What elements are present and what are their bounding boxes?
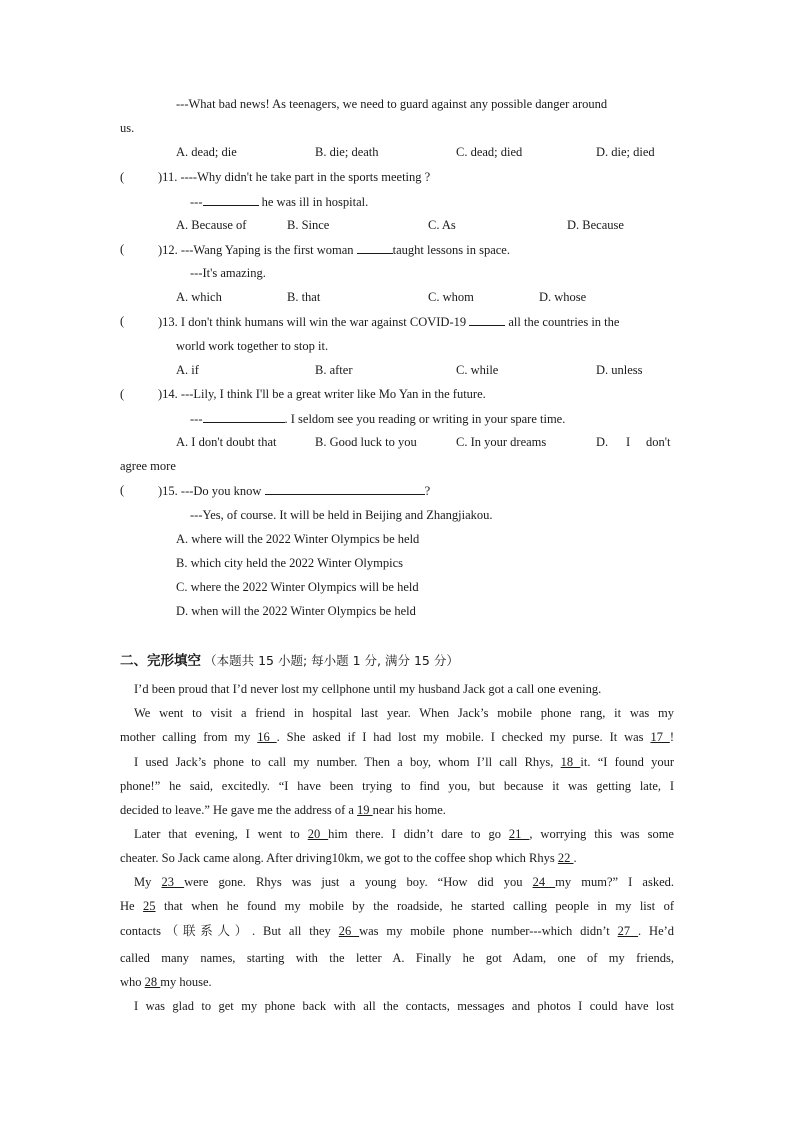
passage-line-3: mother calling from my 16 . She asked if I had lost my mobile. I checked my purse. It was 17 !: [120, 730, 674, 744]
blank-26[interactable]: 26: [338, 924, 360, 938]
q10-option-d: D. die; died: [596, 145, 655, 159]
blank-19[interactable]: 19: [357, 803, 373, 817]
blank-17[interactable]: 17: [650, 730, 670, 744]
passage-line-5: phone!” he said, excitedly. “I have been trying to find you, but because it was getting late, I: [120, 779, 674, 793]
blank-27[interactable]: 27: [617, 924, 639, 938]
q14-option-c: C. In your dreams: [456, 435, 547, 449]
q10-option-b: B. die; death: [315, 145, 379, 159]
blank-25[interactable]: 25: [143, 899, 156, 913]
passage-line-8: cheater. So Jack came along. After driving10km, we got to the coffee shop which Rhys 22 .: [120, 851, 577, 865]
q10-option-a: A. dead; die: [176, 145, 237, 159]
q15-option-a: A. where will the 2022 Winter Olympics be held: [176, 532, 420, 546]
q11-answer-paren[interactable]: (: [120, 170, 125, 184]
q10-dialog-cont: us.: [120, 121, 135, 135]
q15-reply: ---Yes, of course. It will be held in Beijing and Zhangjiakou.: [190, 508, 493, 522]
q13-option-c: C. while: [456, 363, 499, 377]
passage-line-10: He 25 that when he found my mobile by the roadside, he started calling people in my list of: [120, 899, 674, 913]
q12-answer-paren[interactable]: (: [120, 242, 125, 256]
q11-reply: --- he was ill in hospital.: [190, 195, 369, 209]
q13-option-d: D. unless: [596, 363, 643, 377]
passage-line-12: called many names, starting with the letter A. Finally he got Adam, one of my friends,: [120, 951, 674, 965]
q14-option-d-label: D.: [596, 435, 609, 449]
q12-reply: ---It's amazing.: [190, 266, 266, 280]
section-heading: [120, 653, 459, 669]
blank-22[interactable]: 22: [557, 851, 574, 865]
q14-blank[interactable]: [203, 410, 285, 423]
q14-option-d-word1: I: [626, 435, 631, 449]
passage-line-2: We went to visit a friend in hospital last year. When Jack’s mobile phone rang, it was my: [134, 706, 674, 720]
passage-line-13: who 28 my house.: [120, 975, 212, 989]
blank-28[interactable]: 28: [144, 975, 161, 989]
passage-line-7: Later that evening, I went to 20 him there. I didn’t dare to go 21 , worrying this was some: [134, 827, 674, 841]
blank-18[interactable]: 18: [560, 755, 581, 769]
blank-16[interactable]: 16: [257, 730, 277, 744]
passage-line-11: contacts（联系人）. But all they 26 was my mobile phone number---which didn’t 27 . He’d: [120, 924, 675, 938]
q13-option-b: B. after: [315, 363, 353, 377]
q15-stem: )15. ---Do you know ?: [158, 484, 431, 498]
q14-answer-paren[interactable]: (: [120, 387, 125, 401]
q12-option-a: A. which: [176, 290, 222, 304]
q15-blank[interactable]: [265, 482, 425, 495]
q13-stem: )13. I don't think humans will win the war against COVID-19 all the countries in the: [158, 315, 620, 329]
passage-line-4: I used Jack’s phone to call my number. Then a boy, whom I’ll call Rhys, 18 it. “I found your: [134, 755, 674, 769]
q11-blank[interactable]: [203, 193, 259, 206]
q11-stem: )11. ----Why didn't he take part in the sports meeting ?: [158, 170, 431, 184]
passage-line-1: I’d been proud that I’d never lost my cellphone until my husband Jack got a call one evening.: [134, 682, 602, 696]
q12-stem: )12. ---Wang Yaping is the first woman taught lessons in space.: [158, 243, 510, 257]
q12-option-c: C. whom: [428, 290, 474, 304]
q12-blank[interactable]: [357, 241, 393, 254]
blank-20[interactable]: 20: [307, 827, 329, 841]
q10-option-c: C. dead; died: [456, 145, 523, 159]
q12-option-d: D. whose: [539, 290, 587, 304]
q10-dialog: ---What bad news! As teenagers, we need to guard against any possible danger around: [176, 97, 608, 111]
section-title: 二、完形填空: [120, 653, 201, 669]
blank-24[interactable]: 24: [532, 875, 556, 889]
q15-answer-paren[interactable]: (: [120, 483, 125, 497]
q13-stem-cont: world work together to stop it.: [176, 339, 329, 353]
q11-option-a: A. Because of: [176, 218, 247, 232]
q14-option-d-word2: don't: [646, 435, 671, 449]
blank-23[interactable]: 23: [161, 875, 185, 889]
q13-blank[interactable]: [469, 313, 505, 326]
q14-stem: )14. ---Lily, I think I'll be a great writer like Mo Yan in the future.: [158, 387, 486, 401]
q15-option-b: B. which city held the 2022 Winter Olympics: [176, 556, 404, 570]
q11-option-d: D. Because: [567, 218, 624, 232]
q13-answer-paren[interactable]: (: [120, 314, 125, 328]
q11-option-b: B. Since: [287, 218, 330, 232]
section-subtitle: （本题共 15 小题; 每小题 1 分, 满分 15 分）: [204, 653, 459, 668]
q14-option-a: A. I don't doubt that: [176, 435, 277, 449]
q14-option-b: B. Good luck to you: [315, 435, 417, 449]
q14-option-cont: agree more: [120, 459, 176, 473]
q12-option-b: B. that: [287, 290, 321, 304]
q14-reply: --- . I seldom see you reading or writing in your spare time.: [190, 412, 566, 426]
q15-option-d: D. when will the 2022 Winter Olympics be held: [176, 604, 416, 618]
passage-line-9: My 23 were gone. Rhys was just a young boy. “How did you 24 my mum?” I asked.: [134, 875, 674, 889]
q15-option-c: C. where the 2022 Winter Olympics will be held: [176, 580, 419, 594]
passage-line-6: decided to leave.” He gave me the address of a 19 near his home.: [120, 803, 446, 817]
blank-21[interactable]: 21: [508, 827, 530, 841]
passage-line-14: I was glad to get my phone back with all the contacts, messages and photos I could have lost: [134, 999, 674, 1013]
q13-option-a: A. if: [176, 363, 199, 377]
q11-option-c: C. As: [428, 218, 456, 232]
